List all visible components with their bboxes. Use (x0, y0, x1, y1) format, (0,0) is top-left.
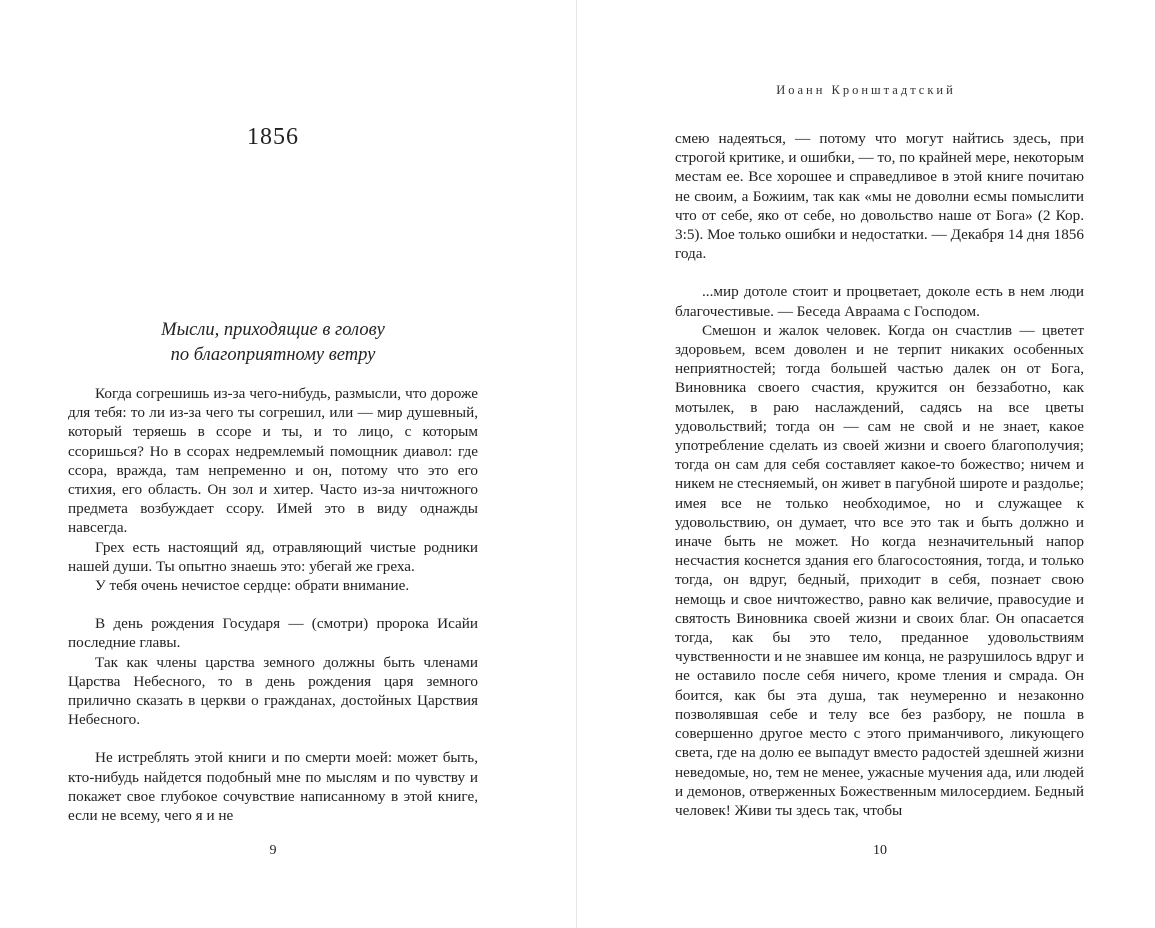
paragraph-gap (68, 729, 478, 748)
paragraph: Грех есть настоящий яд, отравляющий чистые родники нашей души. Ты опытно знаешь это: убегай же греха. (68, 538, 478, 575)
left-page-body (68, 384, 478, 825)
running-head: Иоанн Кронштадтский (776, 83, 956, 97)
page-number-left: 9 (269, 843, 277, 858)
section-title-line-1: Мысли, приходящие в голову (161, 320, 385, 340)
section-title (68, 318, 478, 368)
right-page-body (675, 129, 1084, 820)
chapter-year: 1856 (247, 124, 299, 150)
paragraph: В день рождения Государя — (смотри) пророка Исайи последние главы. (68, 615, 478, 652)
section-title-line-2: по благоприятному ветру (170, 345, 376, 365)
left-page (0, 0, 576, 928)
paragraph: Не истреблять этой книги и по смерти моей: может быть, кто-нибудь найдется подобный мне по мыслям и по чувству и покажет свое глубокое сочувствие написанному в этой книге, если не всему, чего я и не (68, 749, 478, 825)
paragraph: Так как члены царства земного должны быть членами Царства Небесного, то в день рождения царя земного прилично сказать в церкви о гражданах, достойных Царствия Небесного. (68, 653, 478, 729)
paragraph: У тебя очень нечистое сердце: обрати внимание. (95, 577, 410, 595)
page-number-right: 10 (873, 843, 887, 858)
paragraph: Когда согрешишь из-за чего-нибудь, размысли, что дороже для тебя: то ли из-за чего ты согрешил, или — мир душевный, который теряешь в ссоре и ты, и то лицо, с которым ссоришься? Но в ссорах недремлемый помощник диавол: где ссора, вражда, там непременно и он, потому что это его стихия, его область. Он зол и хитер. Часто из-за ничтожного предмета возбуждает ссору. Имей это в виду однажды навсегда. (68, 385, 478, 537)
paragraph: ...мир дотоле стоит и процветает, доколе есть в нем люди благочестивые. — Беседа Авраама с Господом. (675, 283, 1084, 320)
paragraph-gap (675, 263, 1084, 282)
paragraph: смею надеяться, — потому что могут найтись здесь, при строгой критике, и ошибки, — то, по крайней мере, некоторым местам ее. Все хорошее и справедливое в этой книге почитаю не своим, а Божиим, так как «мы не доволни есмы помыслити что от себе, яко от себе, но довольство наше от Бога» (2 Кор. 3:5). Мое только ошибки и недостатки. — Декабря 14 дня 1856 года. (675, 130, 1084, 263)
right-page (577, 0, 1155, 928)
paragraph: Смешон и жалок человек. Когда он счастлив — цветет здоровьем, всем доволен и не терпит никаких особенных неприятностей; тогда большей частью далек он от Бога, Виновника своего счастия, кружится он беззаботно, как мотылек, в раю наслаждений, садясь на все цветы удовольствий; тогда он — сам не свой и не знает, какое употребление сделать из своей жизни и своего благополучия; тогда он сам для себя составляет какое-то божество; ничем и никем не стесняемый, он живет в пагубной широте и раздолье; имея все не только необходимое, но и служащее к удовольствию, он думает, что все это так и быть должно и иначе быть не может. Но когда незначительный напор несчастия коснется здания его благосостояния, тогда, и только тогда, он вдруг, бедный, приходит в себя, познает свою немощь и свое ничтожество, равно как величие, правосудие и святость Виновника своей жизни и своих благ. Он опасается тогда, как бы это тело, преданное удовольствиям чувственности и не знавшее им конца, не разрушилось вдруг и не оставило после себя ничего, кроме тления и смрада. Он боится, как бы эта душа, так неумеренно и незаконно позволявшая себе и телу все без разбору, не пошла в совершенно другое место с этого приманчивого, ликующего света, где на долю ее выпадут вместо радостей здешней жизни неведомые, но, тем не менее, ужасные мучения ада, или людей и демонов, отверженных Божественным милосердием. Бедный человек! Живи ты здесь так, чтобы (675, 321, 1084, 819)
paragraph-gap (68, 595, 478, 614)
